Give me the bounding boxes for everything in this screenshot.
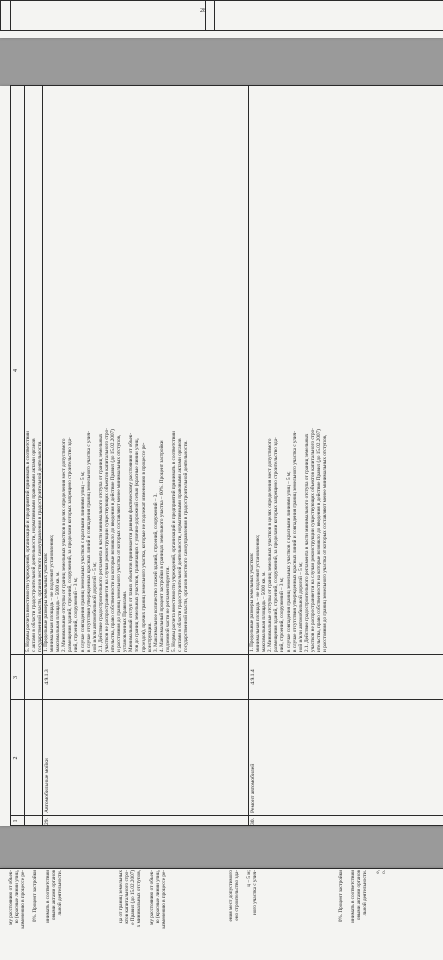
fragment-text-line: о. (380, 870, 387, 874)
text-line: минимальная площадь – не подлежит установлению; (255, 534, 262, 652)
fragment-text-line: 0%. Процент застройки (338, 870, 344, 923)
text-line: в случае отсутствия утвержденных красных линий и совпадения границ земельного участка с улич- (85, 431, 92, 652)
table-border-line (205, 0, 206, 30)
table-border-line (10, 654, 443, 655)
text-line: ний, строений, сооружений – 3 м; (279, 577, 286, 652)
table-border-line (214, 0, 215, 30)
table-border-line (0, 30, 443, 31)
text-line: и расстояния до границ земельного участка от которых составляют менее минимальных отступов, (116, 434, 123, 652)
table-border-line (10, 699, 443, 700)
fragment-text-line: ения мест допустимого (228, 870, 234, 922)
fragment-text-line: овыми актами органов (50, 870, 57, 921)
fragment-text-line: ктов капитального стро- (124, 870, 131, 924)
fragment-text-line: ю (красные линии улиц, (14, 870, 21, 924)
text-line: 5. Нормы расчета вместимости учреждений, организаций и предприятий принимать в соответствии (170, 431, 177, 652)
row-code: 4.9.1.3 (44, 669, 50, 685)
document-page (0, 86, 443, 826)
rotated-fragment (0, 868, 443, 960)
text-line: 2.1. Действие градостроительного регламента в части минимального отступа от границ земельных (97, 433, 104, 652)
row-code: 4.9.1.4 (250, 669, 256, 685)
text-line: размещения зданий, строений, сооружений, за пределами которых запрещено строительство зда- (67, 437, 74, 652)
text-line: установленных Правилами. (122, 590, 129, 652)
fragment-text-line: ызменению в процессе ре- (160, 870, 167, 929)
text-line: подземной части не регламентируется. (164, 566, 171, 652)
text-line: с актами в области градостроительной деятельности, нормативными правовыми актами органов (177, 438, 184, 652)
text-line: конструкции. (146, 622, 153, 652)
page-number: 28 (200, 8, 206, 14)
fragment-text-line: инимать в соответствии (44, 870, 51, 923)
table-border-line (0, 0, 443, 1)
fragment-text-line: льной деятельности. (362, 870, 369, 916)
page-bottom-fragment (0, 868, 443, 960)
text-line: в случае совпадения границ земельных участков с красными линиями улиц – 5 м; (79, 471, 86, 652)
fragment-text-line: льной деятельности. (56, 870, 63, 916)
fragment-text-line: е Правил (до 15.02.2007) (130, 870, 137, 925)
fragment-text-line: му расстоянию от объек- (8, 870, 14, 925)
text-line: ной и/или автомобильной дорогой – 5 м; (297, 562, 304, 652)
text-line: минимальная площадь – не подлежит установлению; (49, 534, 56, 652)
table-header-number: 1 (13, 819, 19, 823)
text-line: в случае отсутствия утвержденных красных линий и совпадения границ земельного участка с улич- (291, 431, 298, 652)
fragment-text-line: ено строительство зда- (234, 870, 241, 921)
table-border-line (10, 815, 443, 816)
text-line: 1. Предельные размеры земельных участков: (249, 552, 255, 652)
page-top-fragment (0, 0, 443, 38)
text-line: 1. Предельные размеры земельных участков: (43, 552, 49, 652)
fragment-text-line: х минимальных отступов, (136, 870, 143, 928)
text-line: 5. Нормы расчета вместимости учреждений, организаций и предприятий принимать в соответствии (25, 431, 31, 652)
fragment-text-line: ного участка с улич- (252, 870, 259, 916)
fragment-text-line: 0%. Процент застройки (32, 870, 39, 923)
text-line: и расстояния до границ земельного участка от которых составляют менее минимальных отступов, (322, 434, 329, 652)
previous-row-text (25, 88, 42, 652)
row-name: Автомобильные мойки (44, 758, 50, 813)
text-line: 4. Максимальный процент застройки в границах земельного участка – 60%. Процент застройки (158, 440, 165, 652)
table-header-number: 2 (13, 756, 19, 760)
table-border-line (10, 0, 11, 30)
fragment-text-line: овыми актами органов (356, 870, 363, 921)
fragment-text-line: ю (красные линии улиц, (154, 870, 161, 924)
text-line: проездов), прочих границ земельного участка, которые не подлежат изменению в процессе ре- (140, 442, 147, 652)
text-line: максимальная площадь – 5000 кв. м. (55, 571, 62, 652)
rotated-table (0, 86, 443, 826)
text-line: 2.1. Действие градостроительного регламента в части минимального отступа от границ земельных (303, 433, 310, 652)
text-line: в случае совпадения границ земельных участков с красными линиями улиц – 5 м; (285, 471, 292, 652)
table-border-line (10, 86, 11, 826)
text-line: максимальная площадь – 5000 кв. м. (261, 571, 268, 652)
text-line: тов до границ земельных участков, граничащих с улично-дорожной сетью (красные линии улиц, (134, 438, 141, 652)
text-line: государственной власти, органов местного самоуправления в градостроительной деятельности. (37, 440, 44, 652)
table-border-line (0, 868, 443, 869)
fragment-text-line: инимать в соответствии (350, 870, 357, 923)
text-line: ительства, право собственности на которые возникло до введения в действие Правил (до 15.02.2007) (316, 429, 323, 652)
fragment-text-line: е, (374, 870, 381, 874)
text-line: размещения зданий, строений, сооружений, за пределами которых запрещено строительство зда- (273, 437, 280, 652)
table-header-number: 4 (13, 369, 19, 372)
fragment-text-line: ца от границ земельных (118, 870, 124, 923)
text-line: 3. Максимальное количество этажей зданий, строений, сооружений – 3. (152, 493, 159, 652)
row-number: 29. (44, 818, 50, 825)
row-description (249, 88, 442, 652)
row-number: 30. (250, 818, 256, 825)
table-border-line (10, 85, 443, 86)
fragment-text-line: му расстоянию от объек- (148, 870, 155, 925)
table-border-line (10, 825, 443, 826)
text-line: участков не распространяется на случаи реконструкции существующих объектов капитального стро- (309, 428, 316, 652)
text-line: участков не распространяется на случаи реконструкции существующих объектов капитального стро- (103, 428, 110, 652)
row-description (43, 88, 247, 652)
text-line: ний, строений, сооружений – 3 м; (73, 577, 80, 652)
row-name: Ремонт автомобилей (250, 763, 256, 813)
text-line: ительства, право собственности на которые возникло до введения в действие Правил (до 15.02.2007) (110, 429, 117, 652)
text-line: ной и/или автомобильной дорогой – 5 м; (91, 562, 98, 652)
text-line: 2. Минимальные отступы от границ земельных участков в целях определения мест допустимого (61, 438, 68, 652)
table-border-line (0, 0, 1, 30)
text-line: 2. Минимальные отступы от границ земельных участков в целях определения мест допустимого (267, 438, 274, 652)
text-line: Минимальный отступ от таких объектов принимается равным фактическому расстоянию от объек- (128, 432, 135, 652)
fragment-text-line: ызменению в процессе ре- (20, 870, 27, 929)
table-header-number: 3 (13, 676, 19, 679)
fragment-text-line: ц – 5 м; (246, 870, 253, 887)
text-line: государственной власти, органов местного самоуправления в градостроительной деятельности. (183, 440, 190, 652)
text-line: с актами в области градостроительной деятельности, нормативными правовыми актами органов (31, 438, 38, 652)
